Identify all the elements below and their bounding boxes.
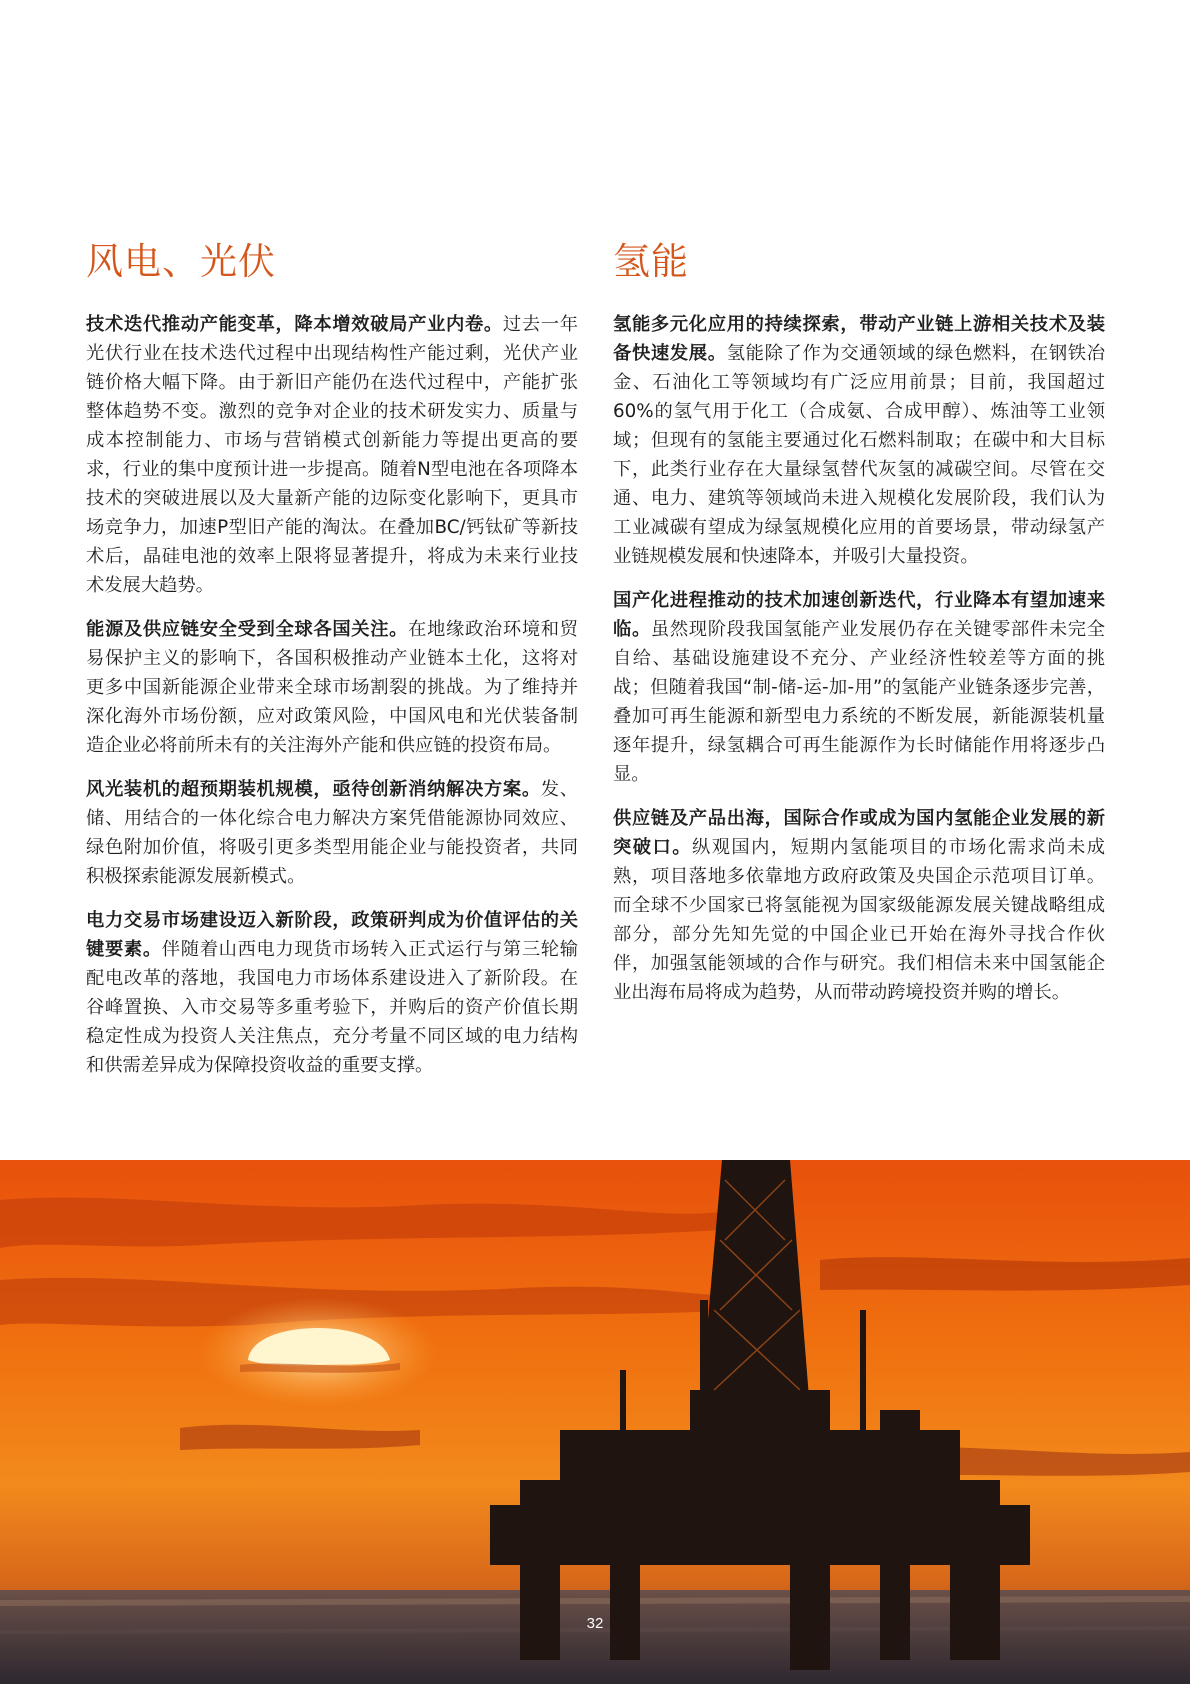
oil-rig-sunset-photo <box>0 1160 1190 1684</box>
paragraph-body: 伴随着山西电力现货市场转入正式运行与第三轮输配电改革的落地，我国电力市场体系建设进入了新阶段。在谷峰置换、入市交易等多重考验下，并购后的资产价值长期稳定性成为投资人关注焦点，充分考量不同区域的电力结构和供需差异成为保障投资收益的重要支撑。 <box>86 939 579 1076</box>
paragraph-body: 过去一年光伏行业在技术迭代过程中出现结构性产能过剩，光伏产业链价格大幅下降。由于新旧产能仍在迭代过程中，产能扩张整体趋势不变。激烈的竞争对企业的技术研发实力、质量与成本控制能力、市场与营销模式创新能力等提出更高的要求，行业的集中度预计进一步提高。随着N型电池在各项降本技术的突破进展以及大量新产能的边际变化影响下，更具市场竞争力，加速P型旧产能的淘汰。在叠加BC/钙钛矿等新技术后，晶硅电池的效率上限将显著提升，将成为未来行业技术发展大趋势。 <box>86 314 579 596</box>
paragraph <box>86 775 578 891</box>
paragraph-lead: 风光装机的超预期装机规模，亟待创新消纳解决方案。 <box>86 779 541 800</box>
cloud <box>820 1257 1190 1290</box>
paragraph <box>613 586 1105 789</box>
paragraph-lead: 技术迭代推动产能变革，降本增效破局产业内卷。 <box>86 314 503 335</box>
paragraph-lead: 电力交易市场建设迈入新阶段，政策研判成为价值评估的关键要素。 <box>86 910 578 960</box>
left-column <box>86 232 578 1095</box>
paragraph-lead: 供应链及产品出海，国际合作或成为国内氢能企业发展的新突破口。 <box>613 808 1105 858</box>
paragraph <box>613 310 1105 571</box>
paragraph-body: 发、储、用结合的一体化综合电力解决方案凭借能源协同效应、绿色附加价值，将吸引更多类型用能企业与能投资者，共同积极探索能源发展新模式。 <box>86 779 579 887</box>
paragraph-body: 氢能除了作为交通领域的绿色燃料，在钢铁冶金、石油化工等领域均有广泛应用前景；目前，我国超过60%的氢气用于化工（合成氨、合成甲醇）、炼油等工业领域；但现有的氢能主要通过化石燃料制取；在碳中和大目标下，此类行业存在大量绿氢替代灰氢的减碳空间。尽管在交通、电力、建筑等领域尚未进入规模化发展阶段，我们认为工业减碳有望成为绿氢规模化应用的首要场景，带动绿氢产业链规模发展和快速降本，并吸引大量投资。 <box>613 343 1106 567</box>
paragraph <box>86 615 578 760</box>
section-heading-hydrogen: 氢能 <box>613 240 689 283</box>
page-number: 32 <box>586 1615 604 1632</box>
paragraph-lead: 能源及供应链安全受到全球各国关注。 <box>86 619 409 640</box>
paragraph-lead: 氢能多元化应用的持续探索，带动产业链上游相关技术及装备快速发展。 <box>613 314 1105 364</box>
paragraph <box>86 906 578 1080</box>
paragraph <box>86 310 578 600</box>
paragraph-body: 虽然现阶段我国氢能产业发展仍存在关键零部件未完全自给、基础设施建设不充分、产业经济性较差等方面的挑战；但随着我国“制-储-运-加-用”的氢能产业链条逐步完善，叠加可再生能源和新型电力系统的不断发展，新能源装机量逐年提升，绿氢耦合可再生能源作为长时储能作用将逐步凸显。 <box>613 619 1106 785</box>
paragraph-lead: 国产化进程推动的技术加速创新迭代，行业降本有望加速来临。 <box>613 590 1105 640</box>
paragraph <box>613 804 1105 1007</box>
right-column <box>613 232 1105 1022</box>
section-heading-wind-solar: 风电、光伏 <box>86 240 276 283</box>
paragraph-body: 纵观国内，短期内氢能项目的市场化需求尚未成熟，项目落地多依靠地方政府政策及央国企示范项目订单。而全球不少国家已将氢能视为国家级能源发展关键战略组成部分，部分先知先觉的中国企业已开始在海外寻找合作伙伴，加强氢能领域的合作与研究。我们相信未来中国氢能企业出海布局将成为趋势，从而带动跨境投资并购的增长。 <box>613 837 1105 1003</box>
paragraph-body: 在地缘政治环境和贸易保护主义的影响下，各国积极推动产业链本土化，这将对更多中国新能源企业带来全球市场割裂的挑战。为了维持并深化海外市场份额，应对政策风险，中国风电和光伏装备制造企业必将前所未有的关注海外产能和供应链的投资布局。 <box>86 619 579 756</box>
